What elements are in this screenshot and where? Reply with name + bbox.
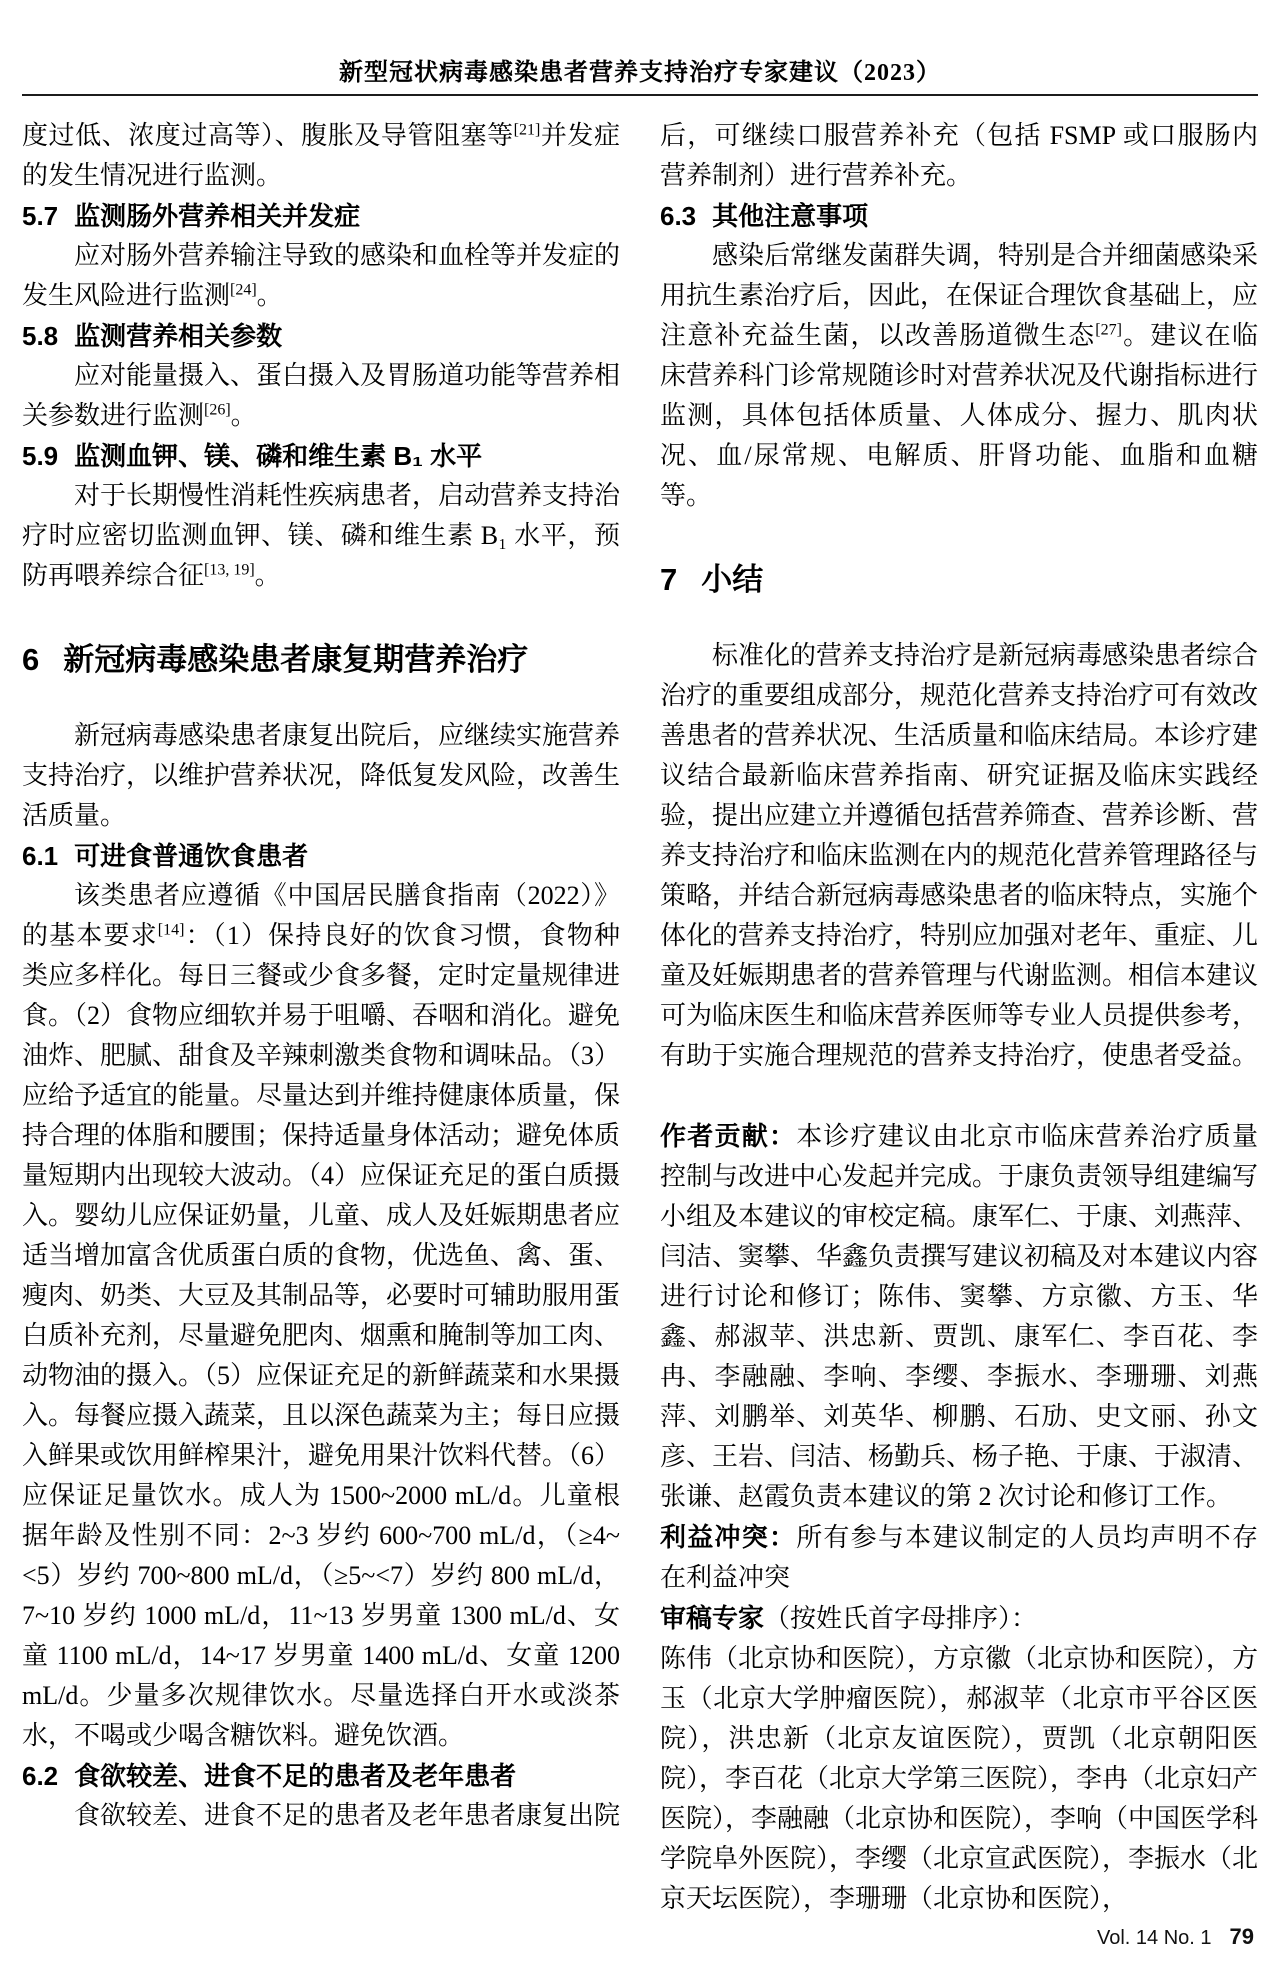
section-title: 监测血钾、镁、磷和维生素 B₁ 水平 (74, 441, 483, 471)
paragraph-6-intro: 新冠病毒感染患者康复出院后，应继续实施营养支持治疗，以维护营养状况，降低复发风险，改善生活质量。 (22, 721, 621, 830)
paragraph-enteral-complications-cont: 度过低、浓度过高等）、腹胀及导管阻塞等[21]并发症的发生情况进行监测。 (22, 121, 620, 190)
section-title: 可进食普通饮食患者 (74, 841, 309, 871)
section-heading-6-2 (22, 1756, 620, 1796)
section-title: 小结 (701, 562, 764, 597)
section-number: 6 (22, 642, 40, 677)
note-label: 作者贡献： (660, 1121, 797, 1151)
section-heading-6-1 (22, 836, 620, 876)
reference-marker: [27] (1095, 321, 1122, 339)
reference-marker: [26] (204, 401, 231, 419)
section-heading-5-8 (22, 316, 620, 356)
section-title: 其他注意事项 (712, 201, 869, 231)
paragraph-5-9: 对于长期慢性消耗性疾病患者，启动营养支持治疗时应密切监测血钾、镁、磷和维生素 B₁ 水平，预防再喂养综合征[13, 19]。 (22, 481, 621, 590)
section-heading-5-7 (22, 196, 620, 236)
paragraph-5-8: 应对能量摄入、蛋白摄入及胃肠道功能等营养相关参数进行监测[26]。 (22, 361, 621, 430)
note-label: 审稿专家 (660, 1603, 765, 1633)
header-rule (22, 94, 1258, 96)
paragraph-5-7: 应对肠外营养输注导致的感染和血栓等并发症的发生风险进行监测[24]。 (22, 241, 621, 310)
paragraph-6-3: 感染后常继发菌群失调，特别是合并细菌感染采用抗生素治疗后，因此，在保证合理饮食基础上，应注意补充益生菌，以改善肠道微生态[27]。建议在临床营养科门诊常规随诊时对营养状况及代谢指标进行监测，具体包括体质量、人体成分、握力、肌肉状况、血/尿常规、电解质、肝肾功能、血脂和血糖等。 (660, 241, 1259, 510)
conflict-of-interest: 利益冲突：所有参与本建议制定的人员均声明不存在利益冲突 (660, 1522, 1258, 1592)
section-title: 监测肠外营养相关并发症 (74, 201, 361, 231)
page-number: 79 (1229, 1924, 1254, 1949)
paragraph-6-2-cont: 后，可继续口服营养补充（包括 FSMP 或口服肠内营养制剂）进行营养补充。 (660, 121, 1258, 190)
section-title: 监测营养相关参数 (74, 321, 283, 351)
reference-marker: [13, 19] (204, 561, 255, 579)
section-number: 5.8 (22, 321, 59, 351)
paragraph-summary: 标准化的营养支持治疗是新冠病毒感染患者综合治疗的重要组成部分，规范化营养支持治疗可有效改善患者的营养状况、生活质量和临床结局。本诊疗建议结合最新临床营养指南、研究证据及临床实践经验，提出应建立并遵循包括营养筛查、营养诊断、营养支持治疗和临床监测在内的规范化营养管理路径与策略，并结合新冠病毒感染患者的临床特点，实施个体化的营养支持治疗，特别应加强对老年、重症、儿童及妊娠期患者的营养管理与代谢监测。相信本建议可为临床医生和临床营养医师等专业人员提供参考，有助于实施合理规范的营养支持治疗，使患者受益。 (660, 641, 1259, 1070)
reference-marker: [14] (157, 921, 185, 939)
reviewers-heading: 审稿专家（按姓氏首字母排序）： (660, 1603, 1038, 1633)
reference-marker: [24] (230, 281, 257, 299)
section-number: 5.9 (22, 441, 59, 471)
section-heading-7 (660, 560, 1258, 600)
section-number: 6.1 (22, 841, 59, 871)
reference-marker: [21] (513, 121, 541, 139)
right-column (660, 116, 1258, 1919)
running-head-title: 新型冠状病毒感染患者营养支持治疗专家建议（2023） (339, 60, 941, 86)
paragraph-6-1: 该类患者应遵循《中国居民膳食指南（2022）》的基本要求[14]：（1）保持良好的饮食习惯，食物种类应多样化。每日三餐或少食多餐，定时定量规律进食。（2）食物应细软并易于咀嚼、吞咽和消化。避免油炸、肥腻、甜食及辛辣刺激类食物和调味品。（3）应给予适宜的能量。尽量达到并维持健康体质量，保持合理的体脂和腰围；保持适量身体活动；避免体质量短期内出现较大波动。（4）应保证充足的蛋白质摄入。婴幼儿应保证奶量，儿童、成人及妊娠期患者应适当增加富含优质蛋白质的食物，优选鱼、禽、蛋、瘦肉、奶类、大豆及其制品等，必要时可辅助服用蛋白质补充剂，尽量避免肥肉、烟熏和腌制等加工肉、动物油的摄入。（5）应保证充足的新鲜蔬菜和水果摄入。每餐应摄入蔬菜，且以深色蔬菜为主；每日应摄入鲜果或饮用鲜榨果汁，避免用果汁饮料代替。（6）应保证足量饮水。成人为 1500~2000 mL/d。儿童根据年龄及性别不同：2~3 岁约 600~700 mL/d，（≥4~<5）岁约 700~800 mL/d，（≥5~<7）岁约 800 mL/d，7~10 岁约 1000 mL/d，11~13 岁男童 1300 mL/d、女童 1100 mL/d，14~17 岁男童 1400 mL/d、女童 1200 mL/d。少量多次规律饮水。尽量选择白开水或淡茶水，不喝或少喝含糖饮料。避免饮酒。 (22, 881, 621, 1750)
section-number: 5.7 (22, 201, 59, 231)
section-number: 6.2 (22, 1761, 59, 1791)
section-title: 新冠病毒感染患者康复期营养治疗 (63, 642, 529, 677)
section-heading-5-9 (22, 436, 620, 476)
note-label: 利益冲突： (660, 1522, 797, 1552)
section-heading-6 (22, 640, 620, 680)
section-title: 食欲较差、进食不足的患者及老年患者 (74, 1761, 517, 1791)
section-number: 6.3 (660, 201, 697, 231)
author-contributions: 作者贡献：本诊疗建议由北京市临床营养治疗质量控制与改进中心发起并完成。于康负责领导组建编写小组及本建议的审校定稿。康军仁、于康、刘燕萍、闫洁、窦攀、华鑫负责撰写建议初稿及对本建议内容进行讨论和修订；陈伟、窦攀、方京徽、方玉、华鑫、郝淑苹、洪忠新、贾凯、康军仁、李百花、李冉、李融融、李响、李缨、李振水、李珊珊、刘燕萍、刘鹏举、刘英华、柳鹏、石劢、史文丽、孙文彦、王岩、闫洁、杨勤兵、杨子艳、于康、于淑清、张谦、赵霞负责本建议的第 2 次讨论和修订工作。 (660, 1121, 1259, 1511)
section-number: 7 (660, 562, 678, 597)
reviewers-list: 陈伟（北京协和医院），方京徽（北京协和医院），方玉（北京大学肿瘤医院），郝淑苹（北京市平谷区医院），洪忠新（北京友谊医院），贾凯（北京朝阳医院），李百花（北京大学第三医院），李冉（北京妇产医院），李融融（北京协和医院），李响（中国医学科学院阜外医院），李缨（北京宣武医院），李振水（北京天坛医院），李珊珊（北京协和医院）， (660, 1644, 1259, 1913)
paragraph-6-2: 食欲较差、进食不足的患者及老年患者康复出院 (74, 1801, 621, 1830)
page-footer (1097, 1924, 1254, 1950)
section-heading-6-3 (660, 196, 1258, 236)
journal-volume-issue: Vol. 14 No. 1 (1096, 1927, 1212, 1949)
left-column (22, 116, 620, 1836)
